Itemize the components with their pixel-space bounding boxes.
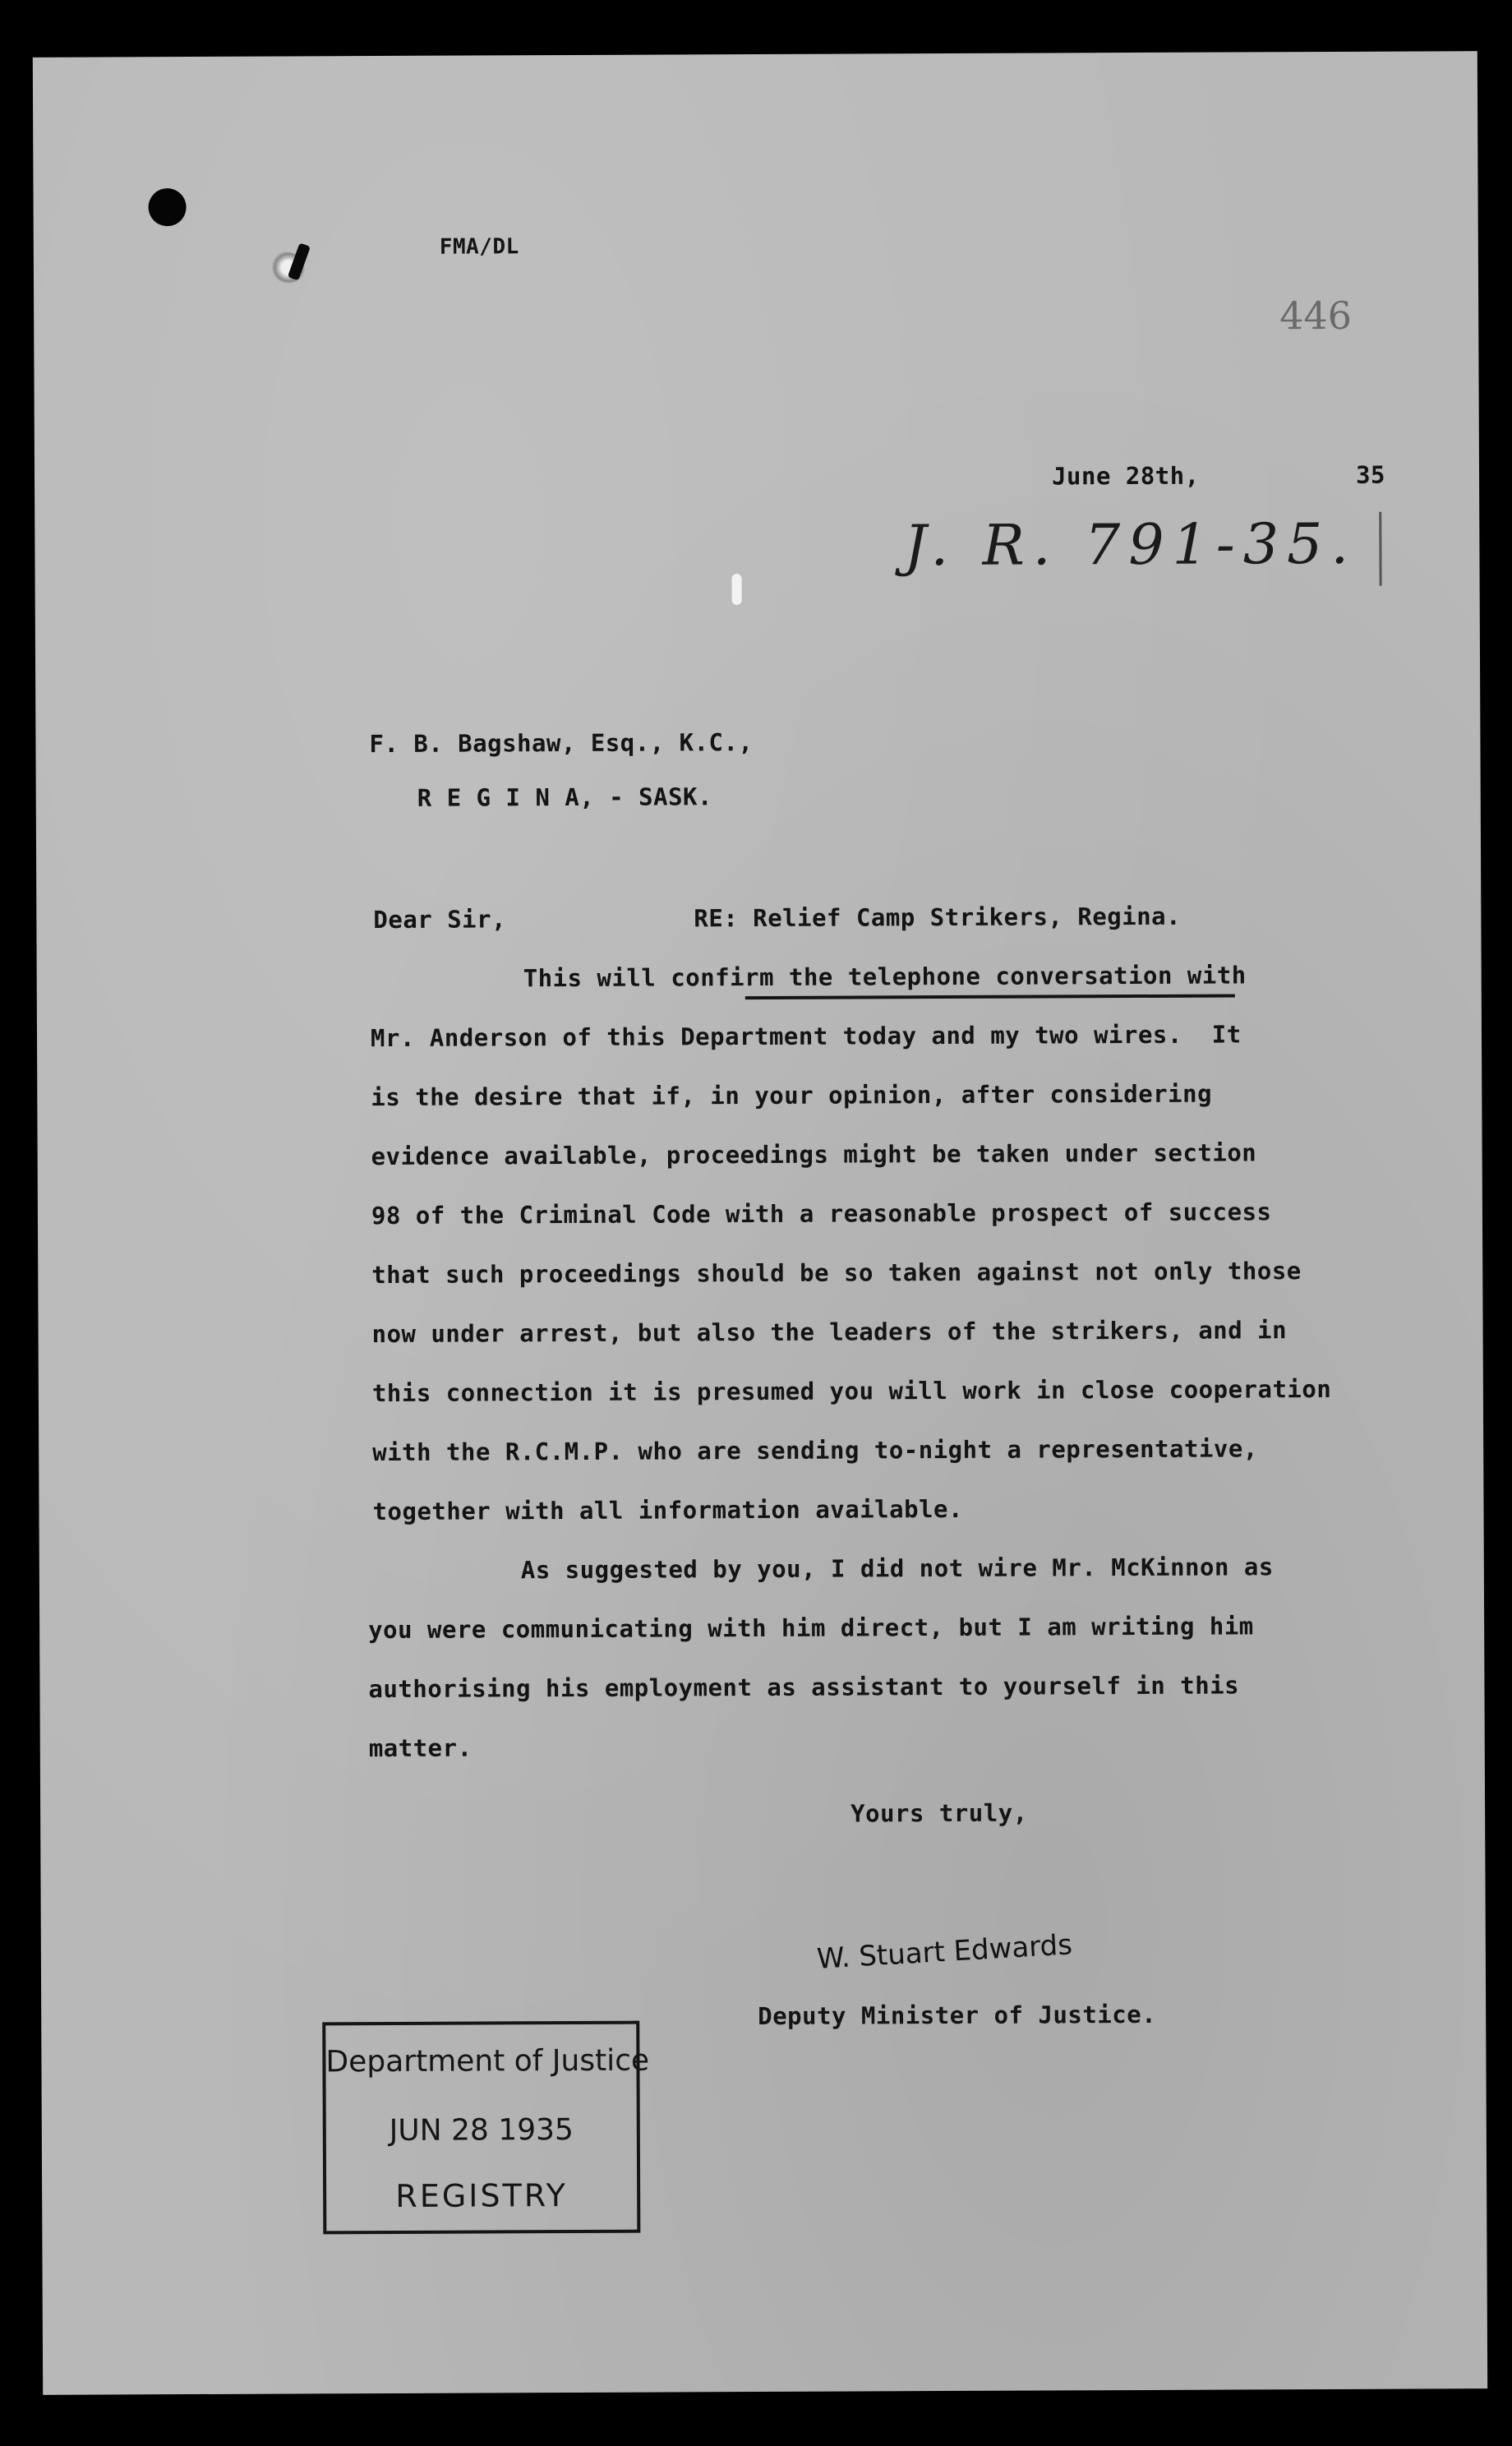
signer-title: Deputy Minister of Justice. xyxy=(758,2000,1157,2031)
folio-number: 446 xyxy=(1279,293,1353,339)
addressee-name: F. B. Bagshaw, Esq., K.C., xyxy=(369,728,754,759)
addressee-city: R E G I N A, - SASK. xyxy=(417,782,713,812)
body-line: that such proceedings should be so taken against not only those xyxy=(371,1257,1302,1290)
body-line: this connection it is presumed you will work in close cooperation xyxy=(371,1374,1332,1408)
body-line: evidence available, proceedings might be taken under section xyxy=(371,1138,1257,1171)
body-line: This will confirm the telephone conversation with xyxy=(523,961,1247,993)
stamp-date: JUN 28 1935 xyxy=(389,2113,574,2148)
stamp-registry: REGISTRY xyxy=(395,2177,569,2214)
body-line: As suggested by you, I did not wire Mr. McKinnon as xyxy=(520,1553,1274,1585)
file-reference: J. R. 791-35. xyxy=(904,511,1358,579)
body-line: is the desire that if, in your opinion, after considering xyxy=(371,1079,1213,1112)
body-line: Mr. Anderson of this Department today and my two wires. It xyxy=(370,1020,1242,1053)
punch-hole xyxy=(149,188,187,226)
letter-page xyxy=(33,51,1487,2395)
subject-underline xyxy=(745,994,1235,999)
body-line: together with all information available. xyxy=(372,1494,963,1526)
body-line: matter. xyxy=(368,1733,472,1763)
paper-fleck xyxy=(732,574,742,605)
reference-initials: FMA/DL xyxy=(439,234,519,260)
body-line: authorising his employment as assistant to yourself in this xyxy=(368,1671,1240,1704)
salutation: Dear Sir, xyxy=(373,905,507,935)
body-line: with the R.C.M.P. who are sending to-night a representative, xyxy=(372,1434,1258,1467)
body-line: now under arrest, but also the leaders of the strikers, and in xyxy=(371,1316,1288,1349)
registry-stamp xyxy=(322,2021,650,2235)
margin-mark xyxy=(1379,512,1381,586)
stamp-department: Department of Justice xyxy=(325,2043,650,2079)
valediction: Yours truly, xyxy=(850,1798,1028,1828)
body-line: you were communicating with him direct, but I am writing him xyxy=(368,1612,1254,1645)
letter-year: 35 xyxy=(1355,460,1386,489)
signature: W. Stuart Edwards xyxy=(815,1928,1073,1976)
body-line: 98 of the Criminal Code with a reasonable prospect of success xyxy=(371,1198,1272,1230)
subject-line: RE: Relief Camp Strikers, Regina. xyxy=(694,902,1182,933)
letter-date: June 28th, xyxy=(1051,461,1200,491)
